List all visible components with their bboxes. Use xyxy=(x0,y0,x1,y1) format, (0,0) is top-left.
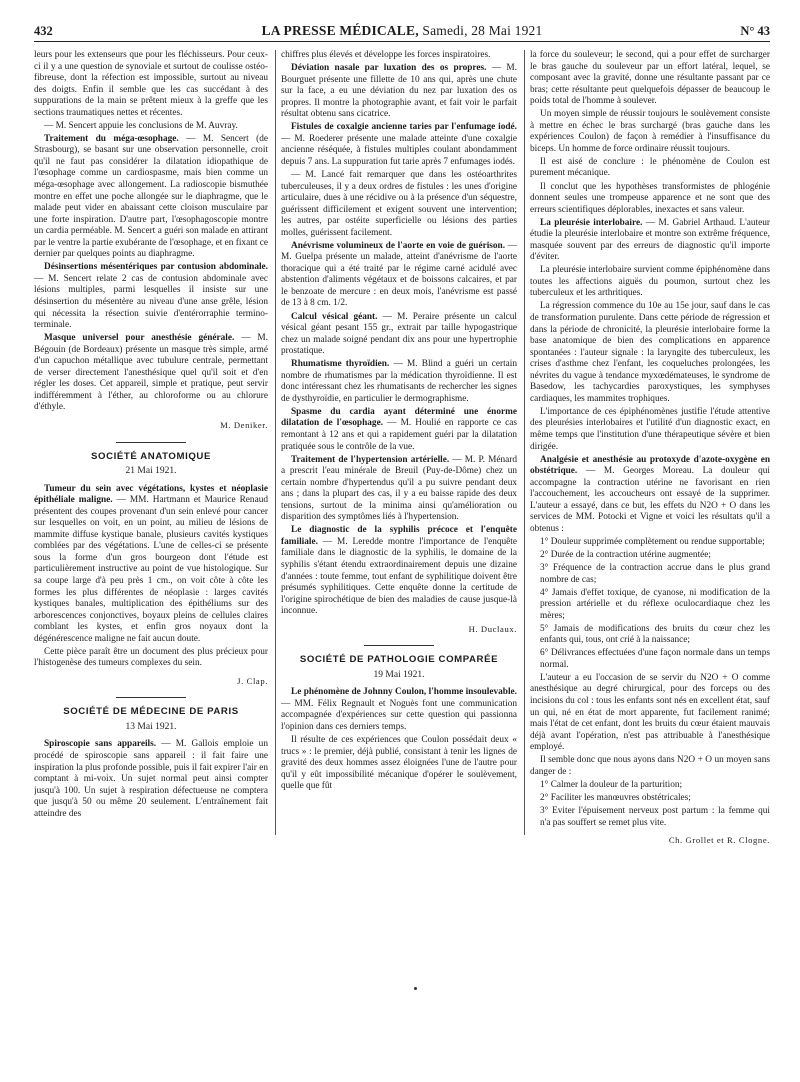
article-body: — M. Gallois emploie un procédé de spiroscopie sans appareil : il fait faire une inspiration la plus profonde possible, puis il fait expirer l'air en comptant à mi-voix. Un sujet normal peut ainsi compter jusqu'à 100. Un sujet à respiration défectueuse ne comptera que jusqu'à 50 ou même 20 seulement. L'entraînement fait atteindre des xyxy=(34,739,268,819)
article-body: — M. Peraire présente un calcul vésical géant pesant 155 gr., extrait par taille hypogastrique chez un malade soigné pendant dix ans pour une hypertrophie prostatique. xyxy=(281,311,517,357)
article-body: — M. Gabriel Arthaud. L'auteur étudie la pleurésie interlobaire et montre son extrême fréquence, masquée souvent par des erreurs de diagnostic qu'il importe d'éviter. xyxy=(530,217,770,263)
paragraph: Cette pièce paraît être un document des plus précieux pour l'histogenèse des tumeurs complexes du sein. xyxy=(34,646,268,669)
section-date: 19 Mai 1921. xyxy=(373,669,425,680)
signature: J. Clap. xyxy=(237,675,268,686)
article-body: — M. Roederer présente une malade atteinte d'une coxalgie ancienne réséquée, à fistules multiples coulant abondamment depuis 7 ans. La suppuration fut tarie après 7 enfumages iodés. xyxy=(281,133,517,167)
article-title: Fistules de coxalgie ancienne taries par l'enfumage iodé. xyxy=(291,122,517,133)
list-item: 3° Fréquence de la contraction accrue dans le plus grand nombre de cas; xyxy=(540,563,770,585)
article xyxy=(34,134,268,261)
article-body: — M. Houlié en rapporte ce cas remontant à 12 ans et qui a rapidement guéri par la dilatation pratiquée sous le contrôle de la vue. xyxy=(281,418,517,452)
column-rule xyxy=(275,50,276,835)
paragraph: chiffres plus élevés et développe les forces inspiratoires. xyxy=(281,50,491,60)
list-item: 1° Calmer la douleur de la parturition; xyxy=(540,779,683,790)
article xyxy=(281,63,517,121)
column-rule xyxy=(524,50,525,835)
article-body: — M. Guelpa présente un malade, atteint d'anévrisme de l'aorte thoracique qui a été traité par le régime carné acidulé avec abstention d'aliments végétaux et de boissons calcaires, et par le benzoate de mercure : en deux mois, l'anévrisme est passé de 13 à 8 cm. 1/2. xyxy=(281,240,517,309)
signature: M. Deniker. xyxy=(220,419,268,430)
column-left xyxy=(34,50,268,1030)
paragraph: La pleurésie interlobaire survient comme épiphénomène dans toutes les affections aiguës du poumon, surtout chez les tuberculeux et les arthritiques. xyxy=(530,265,770,299)
article-title: Calcul vésical géant. xyxy=(291,311,378,322)
article-title: Rhumatisme thyroïdien. xyxy=(291,359,390,370)
signature: H. Duclaux. xyxy=(468,623,517,634)
article xyxy=(34,739,268,820)
paragraph: Un moyen simple de réussir toujours le soulèvement consiste à mettre en échec le bras surchargé (bras gauche dans les expériences Coulon) de façon à remédier à l'insuffisance du biceps. Un homme de force ordinaire réussit toujours. xyxy=(530,109,770,154)
article xyxy=(281,407,517,453)
section-title: SOCIÉTÉ ANATOMIQUE xyxy=(91,450,211,462)
paragraph: Il résulte de ces expériences que Coulon possédait deux « trucs » : le premier, déjà publié, consistant à tenir les lignes de gravité des deux hommes assez éloignées l'une de l'autre pour qu'il y eût impossibilité mécanique d'opérer le soulèvement, quelle que fût xyxy=(281,735,517,792)
paragraph: L'auteur a eu l'occasion de se servir du N2O + O comme anesthésique au degré chirurgical, pour des forceps ou des incisions du col : tous les enfants sont nés en excellent état, sauf un qui, né en état de mort apparente, fut facilement ranimé; mais l'état de cet enfant, dont les bruits du cœur étaient mauvais déjà avant l'opération, n'est pas attribuable à l'anesthésique employé. xyxy=(530,672,770,753)
article-body: — M. Georges Moreau. La douleur qui accompagne la contraction utérine ne favorisant en rien l'accouchement, les accoucheurs ont essayé de la supprimer. L'auteur a essayé, dans ce but, les effets du N2O + O dans les services de MM. Potocki et Vigne et voici les résultats qu'il a obtenus : xyxy=(530,466,770,534)
article-title: Traitement de l'hypertension artérielle. xyxy=(291,454,450,465)
article-title: Traitement du méga-œsophage. xyxy=(44,133,179,144)
article-body: — M. Bourguet présente une fillette de 10 ans qui, après une chute sur la face, a eu une déviation du nez par luxation des os propres. Il montre la photographie avant, et fait voir le parfait résultat obtenu sans cicatrice. xyxy=(281,63,517,120)
article-body: — MM. Hartmann et Maurice Renaud présentent des coupes provenant d'un sein enlevé pour cancer sur lesquelles on voit, en un point, au milieu de lésions de mammite diffuse kystique banale, plusieurs cavités kystiques comblées par des végétations. L'une de celles-ci se présente sous la forme d'un gros bourgeon dont l'étude est particulièrement instructive au point de vue histologique. Sur sa coupe large d'à peu près 1 cm., on voit côte à côte les formes les plus différentes de néoplasie : larges cavités kystiques banales, multiplication des épithéliums sur des arborescences conjonctives, boyaux pleins de cellules claires comblant les kystes, et enfin gros noyaux dont la dégénérescence maligne ne fait aucun doute. xyxy=(34,495,268,644)
article-body: — MM. Félix Regnault et Noguès font une communication accompagnée d'expériences sur cette question qui passionna l'opinion dans ces derniers temps. xyxy=(281,698,517,733)
article xyxy=(281,359,517,405)
list-item: 3° Eviter l'épuisement nerveux post partum : la femme qui n'a pas souffert se remet plus vite. xyxy=(540,805,770,828)
list-item: 1° Douleur supprimée complètement ou rendue supportable; xyxy=(540,536,765,547)
article xyxy=(281,241,517,310)
article xyxy=(281,687,517,733)
article-body: — M. Sencert relate 2 cas de contusion abdominale avec lésions multiples, parmi lesquelles il insiste sur une désinsertion du mésentère au niveau d'une anse grêle, lésion qui nécessita la résection suivie d'entérorraphie termino-terminale. xyxy=(34,273,268,331)
article-title: Analgésie et anesthésie au protoxyde d'azote-oxygène en obstétrique. xyxy=(530,454,770,477)
paragraph: — M. Lancé fait remarquer que dans les ostéoarthrites tuberculeuses, il y a deux ordres de fistules : les unes d'origine articulaire, dues à une récidive ou à la présence d'un séquestre, guérissent difficilement et exigent souvent une intervention; les autres, par ostéite superficielle ou lésions des parties molles, guérissent facilement. xyxy=(281,169,517,238)
article xyxy=(281,455,517,524)
paragraph: L'importance de ces épiphénomènes justifie l'étude attentive des pleurésies interlobaires et l'utilité d'un diagnostic exact, en même temps que l'institution d'une thérapeutique sévère et bien dirigée. xyxy=(530,406,770,452)
column-right xyxy=(530,50,770,1030)
article xyxy=(530,455,770,536)
newspaper-page xyxy=(34,22,770,1062)
list-item: 4° Jamais d'effet toxique, de cyanose, ni modification de la pression artérielle et du réflexe oculocardiaque chez les mères; xyxy=(540,587,770,621)
list-item: 5° Jamais de modifications des bruits du cœur chez les enfants qui, tous, ont crié à la naissance; xyxy=(540,623,770,646)
article-body: — M. Bégouin (de Bordeaux) présente un masque très simple, armé d'un capuchon métallique avec tubulure centrale, permettant de verser directement l'anesthésique quel qu'il soit et d'en régler les doses. Cet appareil, simple et pratique, peut servir indifféremment à l'éther, au chloroforme ou au chlorure d'éthyle. xyxy=(34,333,268,413)
article-title: Anévrisme volumineux de l'aorte en voie de guérison. xyxy=(291,240,506,251)
section-divider xyxy=(116,697,186,698)
article-title: Spiroscopie sans appareils. xyxy=(44,739,157,750)
article xyxy=(34,484,268,646)
section-title: SOCIÉTÉ DE PATHOLOGIE COMPARÉE xyxy=(299,654,499,666)
article-title: Déviation nasale par luxation des os propres. xyxy=(291,63,487,74)
article-body: — M. Leredde montre l'importance de l'enquête familiale dans le diagnostic de la syphilis, le domaine de la syphilis s'étant étendu extraordinairement depuis une dizaine d'années : toute femme, tout enfant de syphilitique doivent être présumés syphilitiques. Cette enquête donne la certitude de l'origine spirochétique de bien des maladies de cause jusque-là inconnue. xyxy=(281,536,517,617)
journal-header xyxy=(34,23,770,39)
article-title: La pleurésie interlobaire. xyxy=(540,217,643,228)
article-title: Le diagnostic de la syphilis précoce et l'enquête familiale. xyxy=(281,525,517,547)
article-body: — M. P. Ménard a prescrit l'eau minérale de Breuil (Puy-de-Dôme) chez un certain nombre d'hypertendus qu'il a pu suivre pendant deux ans ; dans la plupart des cas, il y a eu baisse rapide des deux tensions, surtout de la minima ainsi qu'amélioration ou disparition des symptômes liés à l'hypertension. xyxy=(281,454,517,523)
ink-speck xyxy=(414,987,417,990)
list-item: 6° Délivrances effectuées d'une façon normale dans un temps normal. xyxy=(540,648,770,670)
section-divider xyxy=(116,442,186,443)
section-date: 21 Mai 1921. xyxy=(125,466,177,477)
signature: Ch. Grollet et R. Clogne. xyxy=(668,835,770,846)
paragraph: Il semble donc que nous ayons dans N2O + O un moyen sans danger de : xyxy=(530,755,770,777)
article-body: — M. Sencert (de Strasbourg), se basant sur une observation personnelle, croit qu'il ne faut pas considérer la dilatation idiopathique de l'œsophage comme un cardiospasme, mais bien comme un méga-œsophage avec allongement. La radioscopie bismuthée montre en effet une poche allongée sur le diaphragme, que le malade peut vider en abaissant cette cloison musculaire par une forte inspiration. D'autre part, l'œsophagoscopie montre un cardia perméable. M. Sencert a guéri son malade en attirant par le ventre la partie exubérante de l'œsophage, et en fixant ce dernier par quelques points au diaphragme. xyxy=(34,133,268,260)
article xyxy=(281,122,517,168)
paragraph: Il conclut que les hypothèses transformistes de phlogénie donnent seules une trompeuse apparence et ne sont que des erreurs scientifiques déplorables, inexactes et sans valeur. xyxy=(530,181,770,215)
paragraph: — M. Sencert appuie les conclusions de M. Auvray. xyxy=(44,120,238,131)
article-title: Le phénomène de Johnny Coulon, l'homme insoulevable. xyxy=(291,687,517,698)
columns xyxy=(34,50,770,1030)
article xyxy=(281,312,517,358)
paragraph: la force du souleveur; le second, qui a pour effet de surcharger le bras gauche du souleveur par un effort latéral, lequel, se composant avec la gravité, donne une résultante passant par ce bras; cette résultante peut quelquefois dépasser de beaucoup le poids total de l'homme à soulever. xyxy=(530,50,770,107)
section-title: SOCIÉTÉ DE MÉDECINE DE PARIS xyxy=(63,706,239,718)
section-date: 13 Mai 1921. xyxy=(125,721,177,732)
journal-title: LA PRESSE MÉDICALE, xyxy=(261,23,419,38)
article xyxy=(34,262,268,331)
article xyxy=(530,218,770,264)
article xyxy=(281,525,517,617)
section-divider xyxy=(364,645,434,646)
article-title: Tumeur du sein avec végétations, kystes et néoplasie épithéliale maligne. xyxy=(34,483,268,506)
article-body: — M. Blind a guéri un certain nombre de rhumatismes par la médication thyroïdienne. Il est donc intéressant chez les rhumatisants de rechercher les signes de dysthyroïdie, en particulier le dermographisme. xyxy=(281,359,517,404)
column-middle xyxy=(281,50,517,1030)
running-header xyxy=(34,22,770,42)
article-title: Masque universel pour anesthésie générale. xyxy=(44,333,235,344)
paragraph: leurs pour les extenseurs que pour les fléchisseurs. Pour ceux-ci il y a une question de synoviale et surtout de coulisse ostéo-fibreuse, dont la réfection est impossible, surtout au niveau des doigts. Enfin il semble que les cas succédant à des suppurations de la main se prêtent mieux à la greffe que les sections traumatiques nettes et récentes. xyxy=(34,50,268,118)
list-item: 2° Durée de la contraction utérine augmentée; xyxy=(540,549,711,560)
paragraph: Il est aisé de conclure : le phénomène de Coulon est purement mécanique. xyxy=(530,156,770,179)
paragraph: La régression commence du 10e au 15e jour, sauf dans le cas de transformation purulente. Dans cette période de régression et dans la période de chronicité, la pleurésie interlobaire forme la base anatomique de bien des complications en apparence spontanées : l'auteur signale : la laryngite des tuberculeux, les crises d'asthme chez l'enfant, les coqueluches prolongées, les névrites du vague à tendance myxœdémateuses, le syndrome de Basedow, les tachycardies paroxystiques, les symphyses cardiaques, les mammites trophiques. xyxy=(530,301,770,404)
article xyxy=(34,333,268,414)
article-title: Spasme du cardia ayant déterminé une énorme dilatation de l'œsophage. xyxy=(281,406,517,429)
issue-date: Samedi, 28 Mai 1921 xyxy=(422,23,543,38)
list-item: 2° Faciliter les manœuvres obstétricales; xyxy=(540,792,691,803)
article-title: Désinsertions mésentériques par contusion abdominale. xyxy=(44,262,268,273)
issue-number: N° 43 xyxy=(740,24,770,38)
page-number: 432 xyxy=(34,24,53,38)
